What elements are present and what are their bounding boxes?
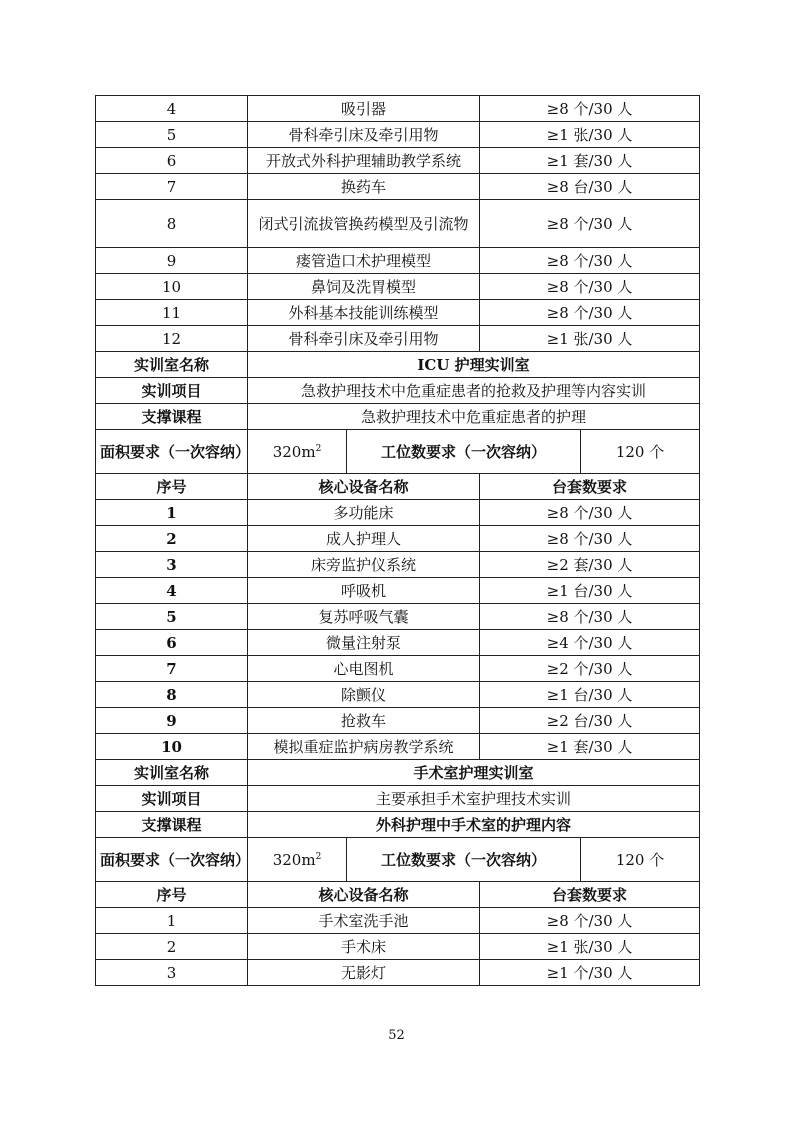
row-number: 2 (96, 934, 248, 960)
row-number: 6 (96, 630, 248, 656)
label-room-name: 实训室名称 (96, 760, 248, 786)
equipment-name: 手术床 (248, 934, 480, 960)
label-area: 面积要求（一次容纳） (96, 838, 248, 882)
row-number: 12 (96, 326, 248, 352)
table-row (96, 248, 700, 274)
equipment-name: 除颤仪 (248, 682, 480, 708)
project-value: 急救护理技术中危重症患者的抢救及护理等内容实训 (248, 378, 700, 404)
table-row (96, 526, 700, 552)
table-row (96, 934, 700, 960)
table-row (96, 734, 700, 760)
table-row (96, 630, 700, 656)
table-row (96, 200, 700, 248)
row-number: 3 (96, 552, 248, 578)
quantity-requirement: ≥1 台/30 人 (480, 578, 700, 604)
row-number: 5 (96, 122, 248, 148)
equipment-name: 床旁监护仪系统 (248, 552, 480, 578)
quantity-requirement: ≥8 个/30 人 (480, 526, 700, 552)
label-project: 实训项目 (96, 378, 248, 404)
row-number: 3 (96, 960, 248, 986)
header-seq: 序号 (96, 474, 248, 500)
label-course: 支撑课程 (96, 812, 248, 838)
row-number: 11 (96, 300, 248, 326)
label-course: 支撑课程 (96, 404, 248, 430)
quantity-requirement: ≥8 个/30 人 (480, 300, 700, 326)
equipment-name: 模拟重症监护病房教学系统 (248, 734, 480, 760)
course-value: 急救护理技术中危重症患者的护理 (248, 404, 700, 430)
table-row (96, 604, 700, 630)
equipment-name: 微量注射泵 (248, 630, 480, 656)
project-row (96, 786, 700, 812)
row-number: 7 (96, 174, 248, 200)
page-number: 52 (388, 1028, 405, 1043)
table-row (96, 682, 700, 708)
quantity-requirement: ≥2 套/30 人 (480, 552, 700, 578)
equipment-name: 瘘管造口术护理模型 (248, 248, 480, 274)
course-value: 外科护理中手术室的护理内容 (248, 812, 700, 838)
course-row (96, 812, 700, 838)
equipment-name: 多功能床 (248, 500, 480, 526)
quantity-requirement: ≥1 个/30 人 (480, 960, 700, 986)
row-number: 1 (96, 500, 248, 526)
area-value: $320m^2$ (248, 430, 347, 474)
quantity-requirement: ≥8 台/30 人 (480, 174, 700, 200)
quantity-requirement: ≥1 台/30 人 (480, 682, 700, 708)
section-header-row (96, 760, 700, 786)
area-row (96, 430, 700, 474)
table-row (96, 500, 700, 526)
quantity-requirement: ≥1 张/30 人 (480, 122, 700, 148)
table-row (96, 326, 700, 352)
equipment-name: 手术室洗手池 (248, 908, 480, 934)
table-row (96, 578, 700, 604)
table-row (96, 908, 700, 934)
table-row (96, 960, 700, 986)
quantity-requirement: ≥8 个/30 人 (480, 248, 700, 274)
room-name: ICU 护理实训室 (248, 352, 700, 378)
area-row (96, 838, 700, 882)
column-header-row (96, 474, 700, 500)
project-value: 主要承担手术室护理技术实训 (248, 786, 700, 812)
table-row (96, 552, 700, 578)
quantity-requirement: ≥8 个/30 人 (480, 96, 700, 122)
row-number: 2 (96, 526, 248, 552)
quantity-requirement: ≥1 张/30 人 (480, 326, 700, 352)
equipment-name: 吸引器 (248, 96, 480, 122)
table-row (96, 656, 700, 682)
row-number: 10 (96, 274, 248, 300)
label-room-name: 实训室名称 (96, 352, 248, 378)
course-row (96, 404, 700, 430)
table-row (96, 300, 700, 326)
row-number: 4 (96, 578, 248, 604)
project-row (96, 378, 700, 404)
equipment-name: 无影灯 (248, 960, 480, 986)
label-project: 实训项目 (96, 786, 248, 812)
quantity-requirement: ≥4 个/30 人 (480, 630, 700, 656)
table-row (96, 274, 700, 300)
document-page (95, 95, 699, 986)
equipment-name: 外科基本技能训练模型 (248, 300, 480, 326)
room-name: 手术室护理实训室 (248, 760, 700, 786)
row-number: 1 (96, 908, 248, 934)
equipment-name: 抢救车 (248, 708, 480, 734)
row-number: 9 (96, 248, 248, 274)
header-seq: 序号 (96, 882, 248, 908)
area-value: $320m^2$ (248, 838, 347, 882)
equipment-table (95, 95, 700, 986)
workstation-value: 120 个 (581, 838, 700, 882)
header-equipment: 核心设备名称 (248, 474, 480, 500)
equipment-name: 成人护理人 (248, 526, 480, 552)
column-header-row (96, 882, 700, 908)
header-equipment: 核心设备名称 (248, 882, 480, 908)
row-number: 9 (96, 708, 248, 734)
quantity-requirement: ≥8 个/30 人 (480, 500, 700, 526)
label-area: 面积要求（一次容纳） (96, 430, 248, 474)
label-workstation: 工位数要求（一次容纳） (347, 430, 581, 474)
row-number: 8 (96, 200, 248, 248)
row-number: 6 (96, 148, 248, 174)
table-row (96, 708, 700, 734)
quantity-requirement: ≥2 个/30 人 (480, 656, 700, 682)
quantity-requirement: ≥1 套/30 人 (480, 148, 700, 174)
row-number: 4 (96, 96, 248, 122)
equipment-name: 骨科牵引床及牵引用物 (248, 326, 480, 352)
table-row (96, 96, 700, 122)
quantity-requirement: ≥1 套/30 人 (480, 734, 700, 760)
table-row (96, 148, 700, 174)
row-number: 5 (96, 604, 248, 630)
equipment-name: 心电图机 (248, 656, 480, 682)
row-number: 10 (96, 734, 248, 760)
workstation-value: 120 个 (581, 430, 700, 474)
table-row (96, 122, 700, 148)
equipment-name: 骨科牵引床及牵引用物 (248, 122, 480, 148)
section-header-row (96, 352, 700, 378)
quantity-requirement: ≥8 个/30 人 (480, 274, 700, 300)
equipment-name: 呼吸机 (248, 578, 480, 604)
quantity-requirement: ≥1 张/30 人 (480, 934, 700, 960)
equipment-name: 换药车 (248, 174, 480, 200)
quantity-requirement: ≥8 个/30 人 (480, 200, 700, 248)
equipment-name: 复苏呼吸气囊 (248, 604, 480, 630)
label-workstation: 工位数要求（一次容纳） (347, 838, 581, 882)
equipment-name: 开放式外科护理辅助教学系统 (248, 148, 480, 174)
equipment-name: 鼻饲及洗胃模型 (248, 274, 480, 300)
table-row (96, 174, 700, 200)
quantity-requirement: ≥8 个/30 人 (480, 908, 700, 934)
quantity-requirement: ≥2 台/30 人 (480, 708, 700, 734)
row-number: 7 (96, 656, 248, 682)
equipment-name: 闭式引流拔管换药模型及引流物 (248, 200, 480, 248)
header-quantity: 台套数要求 (480, 882, 700, 908)
row-number: 8 (96, 682, 248, 708)
header-quantity: 台套数要求 (480, 474, 700, 500)
quantity-requirement: ≥8 个/30 人 (480, 604, 700, 630)
